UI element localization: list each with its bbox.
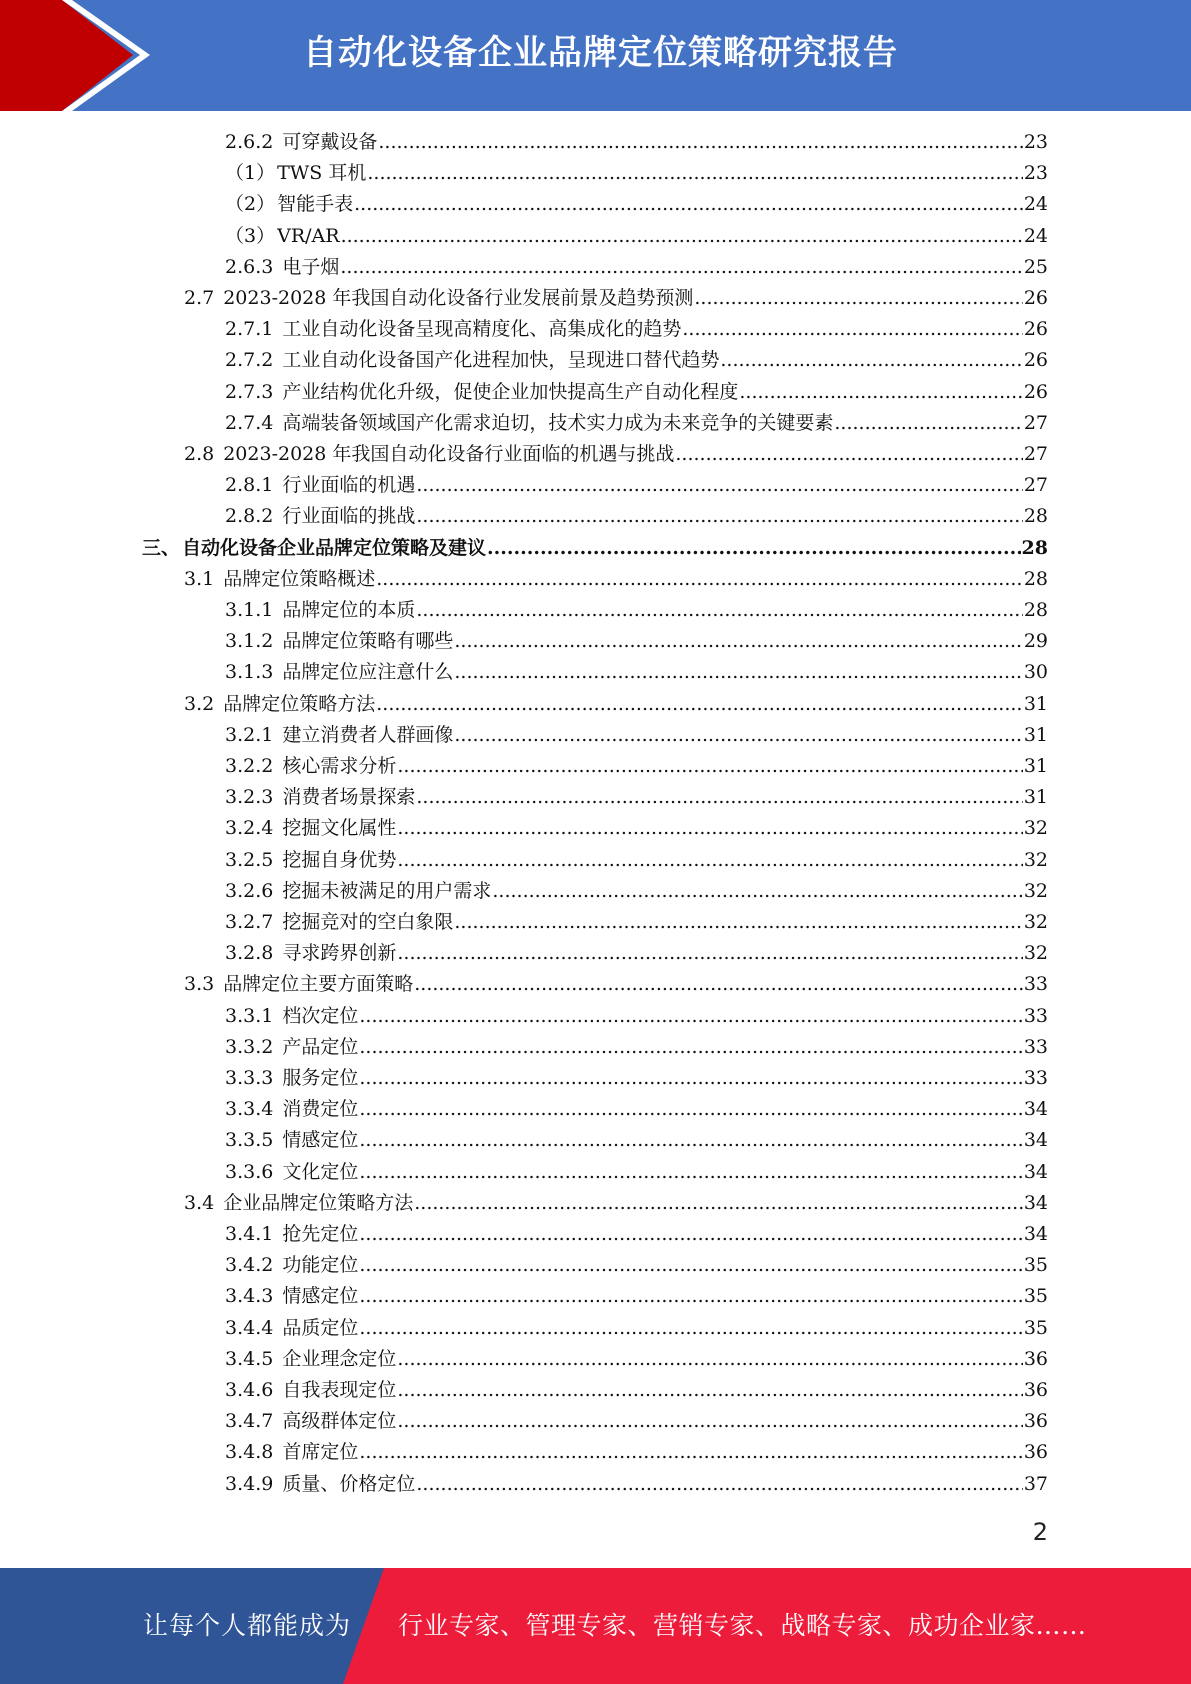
toc-dot-leader — [376, 693, 1023, 715]
toc-entry-page: 25 — [1023, 255, 1048, 278]
toc-dot-leader — [397, 942, 1022, 964]
toc-entry-page: 28 — [1021, 536, 1048, 559]
toc-entry-number: 3.3.4 — [225, 1098, 274, 1121]
toc-entry[interactable] — [225, 626, 1048, 657]
toc-entry-number: 2.7 — [184, 287, 215, 309]
toc-entry[interactable] — [225, 189, 1048, 220]
toc-entry-title: 品牌定位应注意什么 — [282, 661, 454, 684]
toc-entry[interactable] — [225, 158, 1048, 189]
toc-entry-number: 3.2 — [184, 692, 215, 715]
toc-entry-number: 3.4.7 — [225, 1410, 274, 1433]
toc-entry[interactable] — [225, 1281, 1048, 1312]
toc-entry-title: 寻求跨界创新 — [282, 942, 397, 965]
toc-dot-leader — [454, 911, 1022, 933]
toc-entry-page: 27 — [1023, 411, 1048, 434]
toc-entry[interactable] — [225, 1157, 1048, 1188]
toc-entry-number: 3.2.7 — [225, 911, 274, 933]
toc-entry-title: 2023-2028 年我国自动化设备行业面临的机遇与挑战 — [223, 443, 675, 465]
toc-dot-leader — [487, 537, 1021, 559]
toc-dot-leader — [416, 599, 1022, 621]
toc-dot-leader — [397, 817, 1022, 839]
toc-entry[interactable] — [225, 595, 1048, 626]
toc-dot-leader — [359, 1129, 1022, 1151]
toc-entry-number: 3.3.3 — [225, 1067, 274, 1089]
toc-entry-title: 可穿戴设备 — [282, 131, 378, 153]
toc-entry-number: 2.6.3 — [225, 255, 274, 278]
toc-entry-page: 26 — [1023, 380, 1048, 403]
toc-dot-leader — [739, 381, 1022, 403]
toc-entry-number: 3.4.3 — [225, 1285, 274, 1308]
toc-dot-leader — [359, 1254, 1022, 1276]
toc-entry[interactable] — [225, 1375, 1048, 1406]
toc-entry[interactable] — [225, 1250, 1048, 1281]
toc-entry[interactable] — [225, 813, 1048, 844]
toc-entry-number: 3.4.2 — [225, 1254, 274, 1277]
toc-entry-title: 抢先定位 — [282, 1223, 359, 1245]
toc-entry-number: 3.2.8 — [225, 942, 274, 965]
toc-entry-page: 32 — [1023, 817, 1048, 840]
toc-entry-page: 36 — [1023, 1410, 1048, 1433]
toc-entry[interactable] — [225, 657, 1048, 688]
toc-entry[interactable] — [225, 1469, 1048, 1500]
toc-entry[interactable] — [225, 1032, 1048, 1063]
toc-dot-leader — [378, 131, 1022, 153]
toc-entry-number: 3.1.2 — [225, 630, 274, 653]
toc-entry[interactable] — [225, 876, 1048, 907]
toc-entry-page: 33 — [1023, 1035, 1048, 1058]
toc-entry-title: 工业自动化设备国产化进程加快，呈现进口替代趋势 — [282, 349, 720, 372]
toc-entry[interactable] — [184, 1188, 1048, 1219]
toc-dot-leader — [454, 724, 1022, 746]
toc-entry-number: （3） — [225, 224, 276, 247]
toc-entry[interactable] — [184, 689, 1048, 720]
toc-dot-leader — [397, 849, 1022, 871]
toc-dot-leader — [397, 1379, 1022, 1401]
toc-entry-number: 2.7.2 — [225, 349, 274, 372]
toc-entry-title: 质量、价格定位 — [282, 1472, 416, 1495]
toc-entry-number: 3.3.5 — [225, 1129, 274, 1152]
toc-dot-leader — [359, 1161, 1022, 1183]
toc-dot-leader — [340, 256, 1022, 278]
toc-entry-number: 3.2.1 — [225, 723, 274, 746]
toc-entry-number: 3.2.5 — [225, 848, 274, 871]
toc-entry[interactable] — [184, 283, 1048, 314]
toc-entry-title: 工业自动化设备呈现高精度化、高集成化的趋势 — [282, 318, 682, 341]
toc-entry-number: 3.4.5 — [225, 1347, 274, 1370]
page-header — [0, 0, 1191, 111]
toc-entry-title: TWS 耳机 — [277, 162, 367, 185]
toc-entry-page: 34 — [1023, 1129, 1048, 1152]
footer-slogan-left: 让每个人都能成为 — [143, 1611, 352, 1640]
toc-entry[interactable] — [184, 564, 1048, 595]
toc-dot-leader — [359, 1098, 1022, 1120]
toc-entry-title: 产业结构优化升级，促使企业加快提高生产自动化程度 — [282, 380, 739, 403]
toc-dot-leader — [359, 1067, 1022, 1089]
toc-entry[interactable] — [142, 533, 1048, 564]
toc-entry-number: 3.4 — [184, 1191, 215, 1214]
page-number: 2 — [1032, 1518, 1048, 1546]
toc-entry-page: 23 — [1023, 131, 1048, 153]
toc-entry-number: 3.4.6 — [225, 1379, 274, 1401]
toc-entry-title: 挖掘竞对的空白象限 — [282, 911, 454, 933]
toc-entry-page: 35 — [1023, 1285, 1048, 1308]
toc-entry-page: 26 — [1023, 349, 1048, 372]
toc-entry-page: 23 — [1023, 162, 1048, 185]
toc-entry-page: 33 — [1023, 973, 1048, 996]
toc-entry[interactable] — [225, 751, 1048, 782]
footer-slogan-right: 行业专家、管理专家、营销专家、战略专家、成功企业家…… — [398, 1611, 1087, 1640]
toc-entry-number: 3.1.1 — [225, 599, 274, 621]
toc-dot-leader — [367, 162, 1022, 184]
toc-dot-leader — [397, 755, 1022, 777]
toc-dot-leader — [376, 568, 1023, 590]
toc-entry-title: 文化定位 — [282, 1160, 359, 1183]
toc-entry-title: 企业理念定位 — [282, 1347, 397, 1370]
toc-entry-page: 36 — [1023, 1441, 1048, 1464]
toc-entry-number: 3.3.6 — [225, 1160, 274, 1183]
toc-entry-number: 3.1 — [184, 567, 215, 590]
toc-entry[interactable] — [225, 1437, 1048, 1468]
toc-entry-title: 智能手表 — [277, 193, 354, 216]
toc-entry-title: 品质定位 — [282, 1316, 359, 1339]
toc-entry-number: 3.3 — [184, 973, 215, 996]
toc-dot-leader — [416, 1473, 1022, 1495]
toc-entry-page: 26 — [1023, 318, 1048, 341]
toc-entry-title: 品牌定位策略有哪些 — [282, 630, 454, 653]
toc-entry[interactable] — [225, 1063, 1048, 1094]
toc-entry[interactable] — [225, 1313, 1048, 1344]
toc-dot-leader — [359, 1223, 1022, 1245]
toc-entry[interactable] — [225, 408, 1048, 439]
toc-entry-number: 3.2.2 — [225, 755, 274, 777]
toc-entry-page: 24 — [1023, 224, 1048, 247]
toc-entry-page: 31 — [1023, 786, 1048, 809]
toc-entry-number: 2.8 — [184, 443, 215, 465]
toc-entry-number: 3.2.3 — [225, 786, 274, 809]
toc-entry-page: 33 — [1023, 1067, 1048, 1089]
toc-entry[interactable] — [225, 1219, 1048, 1250]
toc-entry-title: 服务定位 — [282, 1067, 359, 1089]
toc-dot-leader — [454, 630, 1022, 652]
toc-entry-page: 37 — [1023, 1472, 1048, 1495]
toc-entry-number: 3.3.2 — [225, 1035, 274, 1058]
toc-entry[interactable] — [225, 221, 1048, 252]
toc-entry-page: 29 — [1023, 630, 1048, 653]
toc-dot-leader — [359, 1005, 1022, 1027]
toc-entry-title: VR/AR — [277, 224, 340, 247]
toc-entry-page: 28 — [1023, 567, 1048, 590]
toc-dot-leader — [416, 474, 1022, 496]
toc-entry-page: 30 — [1023, 661, 1048, 684]
toc-entry-number: 2.7.1 — [225, 318, 274, 341]
toc-entry-number: 3.4.8 — [225, 1441, 274, 1464]
toc-entry-title: 核心需求分析 — [282, 755, 397, 777]
toc-entry-title: 自动化设备企业品牌定位策略及建议 — [182, 536, 487, 559]
toc-entry-number: 3.3.1 — [225, 1004, 274, 1027]
toc-dot-leader — [720, 349, 1022, 371]
toc-entry-title: 2023-2028 年我国自动化设备行业发展前景及趋势预测 — [223, 287, 694, 309]
toc-entry-title: 高级群体定位 — [282, 1410, 397, 1433]
toc-entry-number: 3.4.1 — [225, 1223, 274, 1245]
toc-entry[interactable] — [225, 845, 1048, 876]
toc-entry-title: 挖掘自身优势 — [282, 848, 397, 871]
toc-entry-page: 33 — [1023, 1004, 1048, 1027]
toc-entry-page: 32 — [1023, 848, 1048, 871]
toc-dot-leader — [341, 225, 1023, 247]
toc-entry-title: 消费者场景探索 — [282, 786, 416, 809]
toc-entry-page: 36 — [1023, 1347, 1048, 1370]
toc-entry-page: 31 — [1023, 723, 1048, 746]
toc-entry[interactable] — [225, 1406, 1048, 1437]
toc-dot-leader — [416, 505, 1022, 527]
toc-entry-page: 32 — [1023, 942, 1048, 965]
toc-entry-number: （1） — [225, 162, 276, 185]
toc-entry-number: 3.1.3 — [225, 661, 274, 684]
toc-entry-title: 品牌定位策略方法 — [223, 692, 376, 715]
toc-entry-number: 3.4.4 — [225, 1316, 274, 1339]
toc-entry-page: 32 — [1023, 911, 1048, 933]
toc-entry-page: 34 — [1023, 1160, 1048, 1183]
toc-entry-title: 品牌定位的本质 — [282, 599, 416, 621]
toc-dot-leader — [414, 973, 1023, 995]
toc-entry-title: 功能定位 — [282, 1254, 359, 1277]
toc-entry-title: 消费定位 — [282, 1098, 359, 1121]
toc-dot-leader — [354, 193, 1023, 215]
toc-entry-title: 挖掘文化属性 — [282, 817, 397, 840]
toc-dot-leader — [359, 1285, 1022, 1307]
toc-entry-number: （2） — [225, 193, 276, 216]
toc-entry[interactable] — [225, 377, 1048, 408]
toc-entry-page: 34 — [1023, 1098, 1048, 1121]
toc-entry-page: 36 — [1023, 1379, 1048, 1401]
toc-entry-page: 27 — [1023, 474, 1048, 497]
toc-entry-title: 品牌定位主要方面策略 — [223, 973, 414, 996]
toc-entry-title: 挖掘未被满足的用户需求 — [282, 879, 492, 902]
toc-entry-title: 企业品牌定位策略方法 — [223, 1191, 414, 1214]
toc-entry[interactable] — [225, 782, 1048, 813]
toc-entry-page: 31 — [1023, 692, 1048, 715]
toc-entry-page: 28 — [1023, 505, 1048, 528]
toc-dot-leader — [414, 1192, 1023, 1214]
toc-entry-number: 3.4.9 — [225, 1472, 274, 1495]
toc-entry-page: 34 — [1023, 1191, 1048, 1214]
toc-entry-title: 建立消费者人群画像 — [282, 723, 454, 746]
toc-entry-title: 行业面临的挑战 — [282, 505, 416, 528]
toc-entry-number: 2.7.4 — [225, 411, 274, 434]
toc-entry[interactable] — [225, 127, 1048, 158]
toc-entry[interactable] — [225, 938, 1048, 969]
toc-entry-title: 首席定位 — [282, 1441, 359, 1464]
toc-entry-number: 2.6.2 — [225, 131, 274, 153]
document-title: 自动化设备企业品牌定位策略研究报告 — [303, 33, 898, 73]
toc-dot-leader — [359, 1441, 1022, 1463]
toc-entry-number: 2.7.3 — [225, 380, 274, 403]
toc-entry-title: 品牌定位策略概述 — [223, 567, 376, 590]
toc-entry-page: 35 — [1023, 1316, 1048, 1339]
toc-entry[interactable] — [225, 314, 1048, 345]
toc-entry[interactable] — [225, 1001, 1048, 1032]
toc-entry[interactable] — [225, 907, 1048, 938]
toc-entry[interactable] — [225, 1344, 1048, 1375]
toc-dot-leader — [454, 661, 1022, 683]
toc-entry-page: 32 — [1023, 879, 1048, 902]
toc-entry-number: 2.8.2 — [225, 505, 274, 528]
toc-entry-title: 自我表现定位 — [282, 1379, 397, 1401]
toc-entry-page: 26 — [1023, 287, 1048, 309]
toc-dot-leader — [694, 287, 1022, 309]
toc-entry-number: 2.8.1 — [225, 474, 274, 497]
toc-entry-title: 产品定位 — [282, 1035, 359, 1058]
toc-dot-leader — [682, 318, 1022, 340]
toc-entry-page: 28 — [1023, 599, 1048, 621]
toc-dot-leader — [397, 1348, 1022, 1370]
toc-dot-leader — [675, 443, 1022, 465]
toc-entry[interactable] — [225, 1094, 1048, 1125]
toc-entry-page: 27 — [1023, 443, 1048, 465]
toc-entry-title: 情感定位 — [282, 1285, 359, 1308]
toc-entry-page: 35 — [1023, 1254, 1048, 1277]
toc-entry-page: 34 — [1023, 1223, 1048, 1245]
toc-dot-leader — [359, 1036, 1022, 1058]
toc-entry[interactable] — [225, 720, 1048, 751]
toc-entry-page: 31 — [1023, 755, 1048, 777]
toc-entry-title: 情感定位 — [282, 1129, 359, 1152]
toc-dot-leader — [359, 1317, 1022, 1339]
toc-entry[interactable] — [225, 345, 1048, 376]
toc-entry[interactable] — [225, 501, 1048, 532]
toc-entry-title: 行业面临的机遇 — [282, 474, 416, 497]
toc-entry[interactable] — [184, 439, 1048, 470]
toc-entry[interactable] — [225, 470, 1048, 501]
toc-entry-number: 3.2.6 — [225, 879, 274, 902]
toc-entry-number: 三、 — [142, 536, 181, 559]
toc-dot-leader — [492, 880, 1022, 902]
toc-dot-leader — [397, 1410, 1022, 1432]
toc-entry-number: 3.2.4 — [225, 817, 274, 840]
toc-entry[interactable] — [225, 1125, 1048, 1156]
toc-dot-leader — [416, 786, 1022, 808]
toc-entry-title: 电子烟 — [282, 255, 340, 278]
page-footer — [0, 1568, 1191, 1684]
toc-dot-leader — [834, 412, 1022, 434]
toc-entry-title: 档次定位 — [282, 1004, 359, 1027]
toc-entry-page: 24 — [1023, 193, 1048, 216]
toc-entry[interactable] — [184, 969, 1048, 1000]
toc-entry-title: 高端装备领域国产化需求迫切，技术实力成为未来竞争的关键要素 — [282, 411, 834, 434]
toc-entry[interactable] — [225, 252, 1048, 283]
